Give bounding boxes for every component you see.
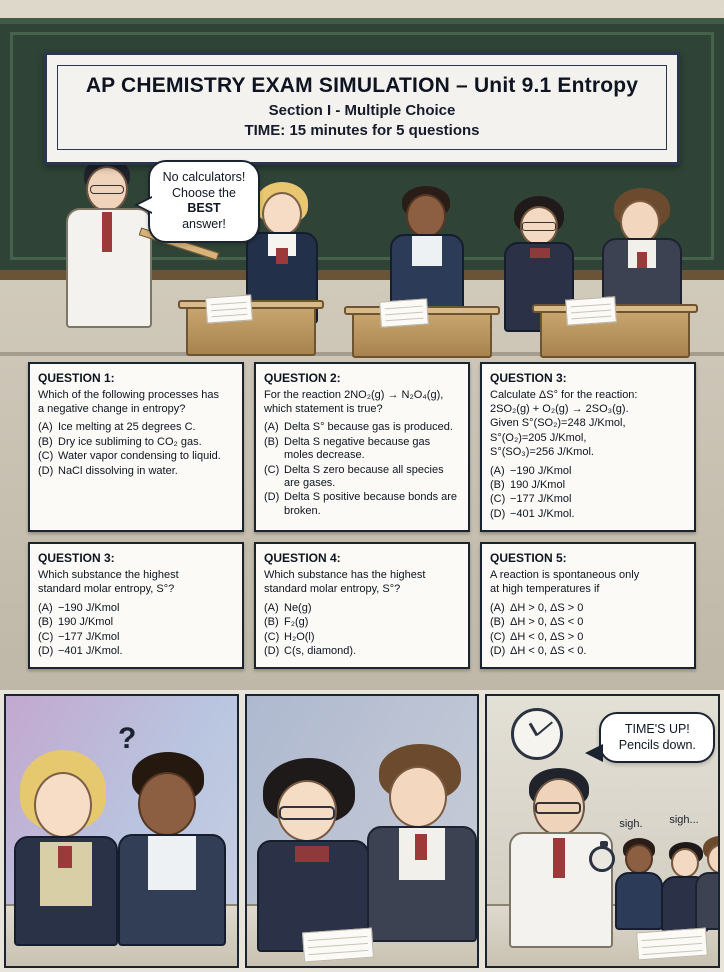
- choice-label: (D): [264, 491, 280, 504]
- choice-label: (D): [490, 644, 506, 657]
- question-4-title: QUESTION 3:: [38, 551, 115, 566]
- student-b-shirt: [412, 236, 442, 266]
- question-5-choices: [264, 602, 460, 659]
- answer-sheet-3: [565, 296, 617, 325]
- question-1-choices: [38, 421, 234, 478]
- choice-label: (B): [490, 616, 505, 629]
- question-1-stem: [38, 389, 234, 417]
- choice-d[interactable]: [38, 645, 234, 658]
- choice-text: −190 J/Kmol: [58, 601, 120, 614]
- question-2-choices: [264, 421, 460, 518]
- question-3-stem-line: Given S°(SO₂)=248 J/Kmol,: [490, 417, 626, 430]
- choice-a[interactable]: [38, 602, 234, 615]
- question-2-stem-line: which statement is true?: [264, 403, 383, 416]
- panel1-blonde-head: [34, 772, 92, 838]
- panel3-teacher: [509, 768, 619, 948]
- question-5-stem: [264, 569, 460, 597]
- teacher-glasses: [90, 185, 124, 194]
- choice-text: Delta S zero because all species are gases.: [284, 463, 444, 490]
- comic-panel-2: [245, 694, 480, 968]
- blonde-head: [262, 192, 302, 236]
- comic-panel-1: [4, 694, 239, 968]
- question-5-title: QUESTION 4:: [264, 551, 341, 566]
- question-6-title: QUESTION 5:: [490, 551, 567, 566]
- choice-text: Dry ice subliming to CO₂ gas.: [58, 435, 202, 448]
- choice-text: NaCl dissolving in water.: [58, 464, 178, 477]
- panel2-glasses-student: [257, 758, 377, 938]
- choice-text: ΔH < 0, ΔS > 0: [510, 630, 584, 643]
- teacher-line-2-pre: Choose the: [172, 185, 236, 200]
- choice-c[interactable]: [38, 450, 234, 463]
- panel2-bowtie: [295, 846, 329, 862]
- exam-time: TIME: 15 minutes for 5 questions: [244, 122, 480, 139]
- choice-label: (B): [490, 479, 505, 492]
- choice-label: (A): [38, 421, 53, 434]
- question-4-stem: [38, 569, 234, 597]
- choice-a[interactable]: [264, 602, 460, 615]
- choice-text: C(s, diamond).: [284, 644, 357, 657]
- choice-a[interactable]: [490, 465, 686, 478]
- choice-text: Water vapor condensing to liquid.: [58, 450, 221, 463]
- choice-text: Ice melting at 25 degrees C.: [58, 421, 196, 434]
- choice-b[interactable]: [38, 616, 234, 629]
- panel3-teacher-tie: [553, 838, 565, 878]
- choice-label: (C): [490, 493, 506, 506]
- choice-label: (A): [490, 601, 505, 614]
- wall-clock-icon: [511, 708, 563, 760]
- choice-label: (D): [490, 507, 506, 520]
- choice-text: Delta S negative because gas moles decrease.: [284, 435, 431, 462]
- question-card-2: [254, 362, 470, 532]
- question-3-title: QUESTION 3:: [490, 371, 567, 385]
- choice-text: H₂O(l): [284, 630, 315, 643]
- choice-label: (B): [264, 616, 279, 629]
- question-card-6: [480, 542, 696, 669]
- question-2-stem: [264, 389, 460, 417]
- question-6-stem: [490, 569, 686, 597]
- choice-label: (C): [38, 450, 54, 463]
- teacher-tie: [102, 212, 112, 252]
- panel3-s3-head: [707, 844, 720, 874]
- comic-strip: [0, 690, 724, 972]
- choice-label: (D): [264, 644, 280, 657]
- question-6-stem-line: A reaction is spontaneous only: [490, 568, 640, 581]
- question-4-stem-line: Which substance the highest: [38, 568, 179, 581]
- question-card-4: [28, 542, 244, 669]
- choice-c[interactable]: [264, 464, 460, 491]
- choice-label: (C): [490, 630, 506, 643]
- panel2-brown-tie: [415, 834, 427, 860]
- panel1-blonde-tie: [58, 846, 72, 868]
- choice-d[interactable]: [264, 645, 460, 658]
- student-glasses-bowtie: [530, 248, 550, 258]
- panel3-s1-head: [625, 844, 653, 874]
- choice-a[interactable]: [38, 421, 234, 434]
- sigh-text-1: sigh.: [619, 818, 643, 830]
- choice-label: (A): [38, 601, 53, 614]
- question-5-stem-line: Which substance has the highest: [264, 568, 426, 581]
- question-card-5: [254, 542, 470, 669]
- choice-text: 190 J/Kmol: [510, 479, 566, 492]
- teacher-speech-bubble: [148, 160, 260, 243]
- exam-section: Section I - Multiple Choice: [268, 102, 456, 119]
- choice-d[interactable]: [490, 508, 686, 521]
- choice-a[interactable]: [264, 421, 460, 434]
- choice-text: 190 J/Kmol: [58, 616, 114, 629]
- teacher-line-3: answer!: [182, 216, 226, 231]
- timesup-speech-bubble: [599, 712, 715, 763]
- panel2-brown-head: [389, 766, 447, 828]
- panel2-brown-student: [365, 744, 480, 934]
- teacher-line-2: [162, 186, 246, 217]
- answer-sheet-2: [379, 298, 429, 327]
- panel2-answer-sheet: [302, 928, 374, 963]
- question-5-stem-line: standard molar entropy, S°?: [264, 583, 401, 596]
- choice-a[interactable]: [490, 602, 686, 615]
- panel1-blonde-student: [14, 750, 122, 930]
- answer-sheet-1: [205, 294, 253, 323]
- choice-text: −177 J/Kmol: [58, 630, 120, 643]
- blonde-tie: [276, 248, 288, 264]
- question-4-choices: [38, 602, 234, 659]
- student-brown-tie: [637, 252, 647, 268]
- choice-b[interactable]: [264, 616, 460, 629]
- question-4-stem-line: standard molar entropy, S°?: [38, 583, 175, 596]
- question-2-title: QUESTION 2:: [264, 371, 341, 385]
- choice-c[interactable]: [490, 631, 686, 644]
- choice-d[interactable]: [38, 465, 234, 478]
- choice-label: (A): [264, 421, 279, 434]
- choice-label: (A): [490, 464, 505, 477]
- question-6-stem-line: at high temperatures if: [490, 583, 600, 596]
- choice-text: ΔH < 0, ΔS < 0.: [510, 644, 587, 657]
- teacher-line-1: No calculators!: [162, 170, 246, 184]
- choice-label: (B): [264, 435, 279, 448]
- choice-label: (B): [38, 435, 53, 448]
- question-1-title: QUESTION 1:: [38, 371, 115, 385]
- choice-text: −401 J/Kmol.: [58, 644, 123, 657]
- choice-text: −401 J/Kmol.: [510, 507, 575, 520]
- panel2-eyeglasses: [279, 806, 335, 820]
- question-3-stem-line: S°(O₂)=205 J/Kmol,: [490, 431, 587, 444]
- question-grid: [28, 362, 696, 669]
- question-card-3: [480, 362, 696, 532]
- choice-label: (D): [38, 644, 54, 657]
- choice-text: Delta S positive because bonds are broken.: [284, 491, 458, 517]
- question-6-choices: [490, 602, 686, 659]
- student-b-head: [406, 194, 446, 238]
- question-1-stem-line: Which of the following processes has: [38, 388, 219, 401]
- choice-c[interactable]: [264, 631, 460, 644]
- choice-b[interactable]: [264, 436, 460, 463]
- exam-title: AP CHEMISTRY EXAM SIMULATION – Unit 9.1 Entropy: [85, 74, 639, 97]
- choice-text: Ne(g): [284, 601, 312, 614]
- question-2-stem-line: For the reaction 2NO₂(g) → N₂O₄(g),: [264, 388, 444, 401]
- question-card-1: [28, 362, 244, 532]
- choice-text: −177 J/Kmol: [510, 493, 572, 506]
- panel3-student-3: [695, 836, 720, 936]
- choice-label: (D): [38, 464, 54, 477]
- panel1-student-b: [114, 752, 234, 932]
- panel3-s3-uniform: [695, 872, 720, 930]
- question-3-stem: [490, 389, 686, 460]
- timesup-line-1: TIME'S UP!: [624, 722, 690, 736]
- panel3-answer-sheet: [636, 928, 708, 961]
- choice-text: ΔH > 0, ΔS > 0: [510, 601, 584, 614]
- panel3-s1-uniform: [615, 872, 663, 930]
- choice-label: (C): [38, 630, 54, 643]
- panel1-b-shirt: [148, 836, 196, 890]
- comic-panel-3: [485, 694, 720, 968]
- question-3-stem-line: Calculate ΔS° for the reaction:: [490, 388, 638, 401]
- choice-label: (C): [264, 463, 280, 476]
- choice-b[interactable]: [38, 436, 234, 449]
- panel1-b-head: [138, 772, 196, 836]
- choice-text: F₂(g): [284, 616, 309, 629]
- choice-label: (A): [264, 601, 279, 614]
- choice-text: Delta S° because gas is produced.: [284, 421, 453, 434]
- choice-d[interactable]: [264, 491, 460, 518]
- choice-text: −190 J/Kmol: [510, 464, 572, 477]
- question-3-stem-line: S°(SO₃)=256 J/Kmol.: [490, 446, 594, 459]
- timesup-line-2: Pencils down.: [618, 737, 696, 752]
- choice-d[interactable]: [490, 645, 686, 658]
- teacher-line-2-strong: BEST: [187, 201, 221, 216]
- choice-label: (C): [264, 630, 280, 643]
- question-3-stem-line: 2SO₂(g) + O₂(g) → 2SO₃(g).: [490, 403, 629, 416]
- choice-b[interactable]: [490, 616, 686, 629]
- question-mark-symbol: ?: [118, 722, 137, 755]
- sigh-text-2: sigh...: [669, 814, 699, 826]
- question-3-choices: [490, 465, 686, 522]
- choice-label: (B): [38, 616, 53, 629]
- question-1-stem-line: a negative change in entropy?: [38, 403, 186, 416]
- student-glasses-eyewear: [522, 222, 556, 231]
- panel3-teacher-glasses: [535, 802, 581, 814]
- choice-text: ΔH > 0, ΔS < 0: [510, 616, 584, 629]
- choice-b[interactable]: [490, 479, 686, 492]
- choice-c[interactable]: [490, 493, 686, 506]
- exam-title-banner: [44, 52, 680, 165]
- choice-c[interactable]: [38, 631, 234, 644]
